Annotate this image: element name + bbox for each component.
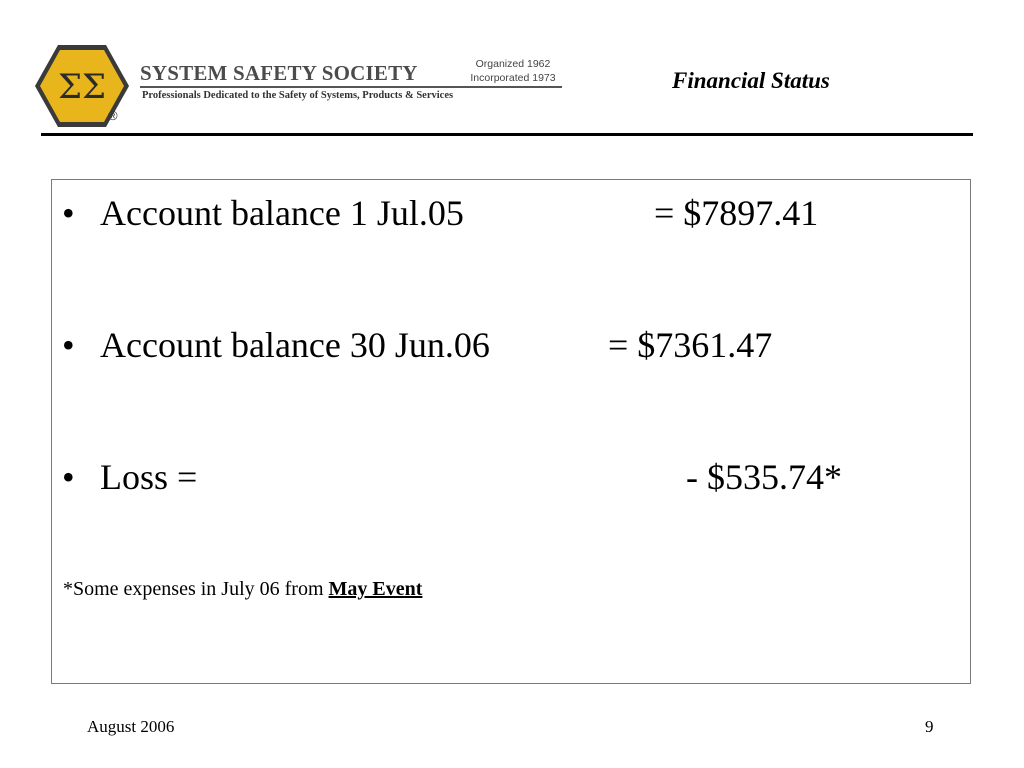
bullet-label: Account balance 30 Jun.06 [100, 325, 490, 365]
organization-divider [140, 86, 562, 88]
footnote [63, 578, 422, 601]
bullet-label: Loss = [100, 457, 198, 497]
may-event-link[interactable]: May Event [328, 578, 423, 600]
content-box [51, 179, 971, 684]
bullet-value: = $7361.47 [608, 325, 773, 365]
page-number: 9 [925, 717, 934, 736]
slide-title: Financial Status [672, 68, 830, 93]
organized-year-text: Organized 1962 [475, 58, 551, 70]
incorporated-year-text: Incorporated 1973 [470, 72, 556, 84]
bullet-dot: • [62, 325, 75, 365]
logo-sigma-text: ΣΣ [57, 67, 107, 107]
bullet-dot: • [62, 457, 75, 497]
footer-date: August 2006 [87, 717, 175, 736]
header-divider [41, 133, 973, 136]
slide-header [0, 0, 1024, 140]
organization-dates [468, 57, 558, 85]
bullet-value: - $535.74* [686, 457, 842, 497]
registered-mark: ® [108, 108, 118, 123]
organization-name: SYSTEM SAFETY SOCIETY [140, 61, 418, 85]
bullet-label: Account balance 1 Jul.05 [100, 193, 464, 233]
footnote-text: *Some expenses in July 06 from [63, 578, 329, 600]
organization-tagline: Professionals Dedicated to the Safety of Systems, Products & Services [142, 90, 454, 101]
bullet-dot: • [62, 193, 75, 233]
bullet-value: = $7897.41 [654, 193, 819, 233]
